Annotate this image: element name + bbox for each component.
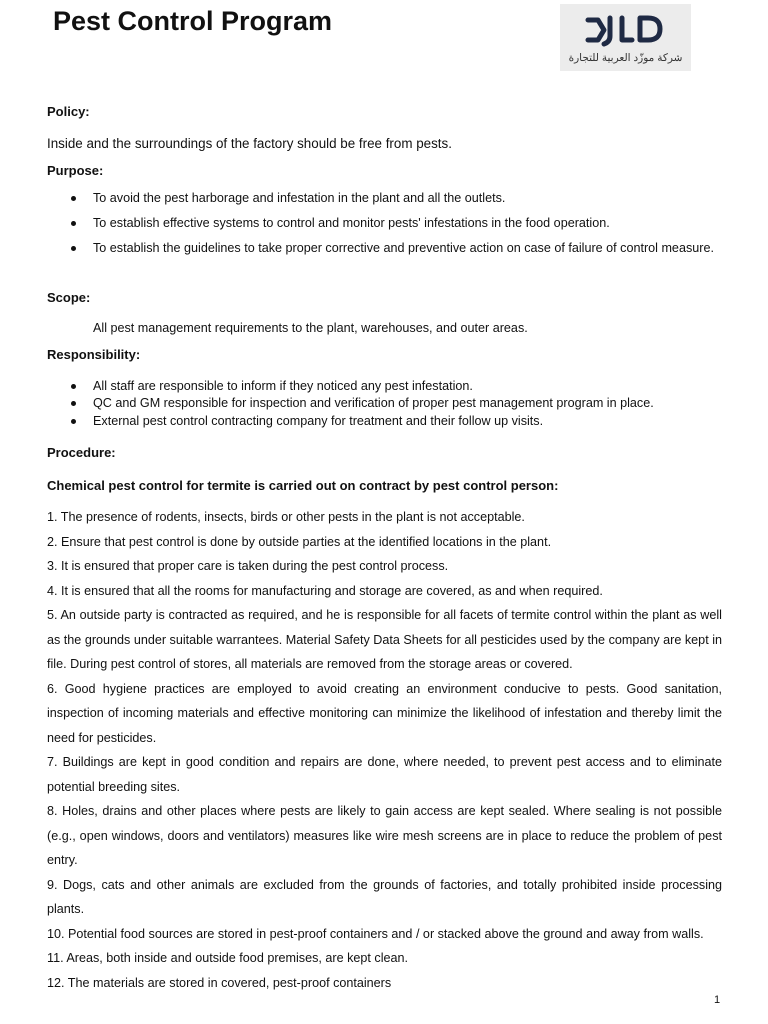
procedure-step: 10. Potential food sources are stored in pest-proof containers and / or stacked above the ground and away from walls.: [47, 926, 704, 941]
responsibility-item: All staff are responsible to inform if they noticed any pest infestation.: [47, 378, 722, 395]
procedure-step: 1. The presence of rodents, insects, birds or other pests in the plant is not acceptable.: [47, 510, 525, 524]
procedure-step: 8. Holes, drains and other places where pests are likely to gain access are kept sealed. Where sealing is not possible (e.g., open windows, doors and ventilators) measures like wire mesh screens are in place to reduce the problem of pest entry.: [47, 804, 722, 867]
procedure-step: 3. It is ensured that proper care is taken during the pest control process.: [47, 559, 449, 573]
procedure-step: 4. It is ensured that all the rooms for manufacturing and storage are covered, as and when required.: [47, 583, 603, 598]
procedure-step: 2. Ensure that pest control is done by outside parties at the identified locations in the plant.: [47, 534, 552, 549]
procedure-heading: Procedure:: [47, 445, 116, 460]
procedure-step: 7. Buildings are kept in good condition and repairs are done, where needed, to prevent pest access and to eliminate potential breeding sites.: [47, 755, 722, 794]
procedure-step: 6. Good hygiene practices are employed to avoid creating an environment conducive to pests. Good sanitation, inspection of incoming materials and effective monitoring can minimize the likelihood of infestation and thereby limit the need for pesticides.: [47, 681, 722, 745]
responsibility-item: External pest control contracting company for treatment and their follow up visits.: [47, 413, 722, 430]
policy-heading: Policy:: [47, 104, 90, 119]
scope-heading: Scope:: [47, 290, 91, 305]
procedure-step: 11. Areas, both inside and outside food premises, are kept clean.: [47, 951, 409, 965]
purpose-heading: Purpose:: [47, 163, 104, 178]
purpose-item: To establish effective systems to control and monitor pests' infestations in the food operation.: [47, 211, 722, 236]
responsibility-item: QC and GM responsible for inspection and verification of proper pest management program in place.: [47, 395, 722, 412]
procedure-step: 5. An outside party is contracted as required, and he is responsible for all facets of termite control within the plant as well as the grounds under suitable warrantees. Material Safety Data Sheets for all pesticides used by the company are kept in file. During pest control of stores, all materials are removed from the storage areas or covered.: [47, 608, 722, 671]
purpose-item: To establish the guidelines to take proper corrective and preventive action on case of failure of control measure.: [47, 236, 722, 261]
purpose-list: [47, 186, 722, 261]
responsibility-heading: Responsibility:: [47, 347, 141, 362]
purpose-item: To avoid the pest harborage and infestation in the plant and all the outlets.: [47, 186, 722, 211]
responsibility-list: [47, 378, 722, 430]
policy-text: Inside and the surroundings of the factory should be free from pests.: [47, 136, 452, 151]
page-number: 1: [714, 994, 721, 1006]
logo-mark-icon: [582, 10, 670, 50]
document-title: Pest Control Program: [53, 6, 333, 36]
procedure-steps: [47, 505, 722, 995]
scope-text: All pest management requirements to the plant, warehouses, and outer areas.: [93, 321, 528, 335]
procedure-step: 9. Dogs, cats and other animals are excluded from the grounds of factories, and totally prohibited inside processing plants.: [47, 877, 722, 916]
procedure-subheading: Chemical pest control for termite is carried out on contract by pest control person:: [47, 478, 559, 493]
procedure-step: 12. The materials are stored in covered, pest-proof containers: [47, 975, 392, 990]
company-logo: [560, 4, 691, 71]
logo-caption: شركة موزّد العربية للتجارة: [568, 52, 683, 64]
